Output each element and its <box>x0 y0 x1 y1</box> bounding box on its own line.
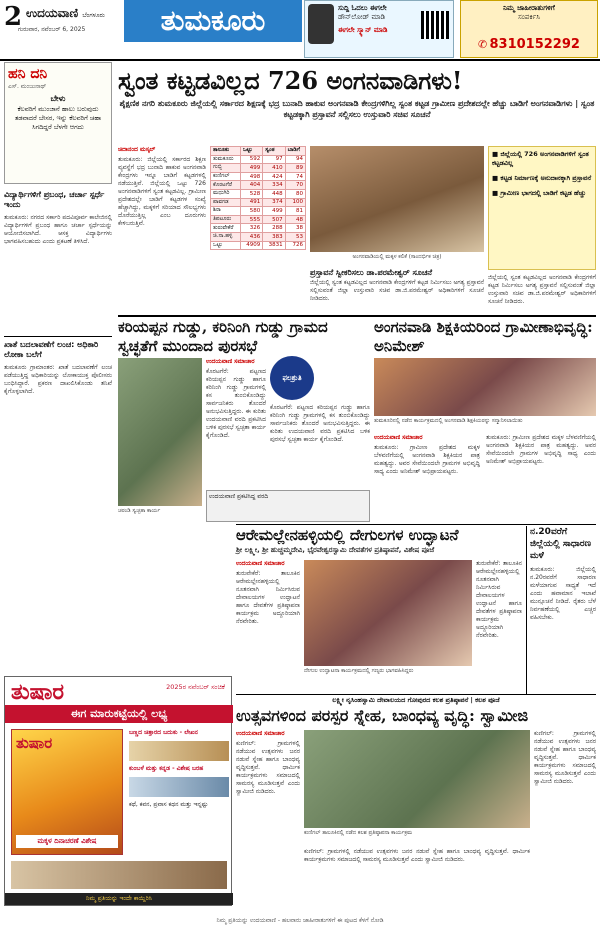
table-cell: ತಿಪಟೂರು <box>211 215 241 224</box>
tushar-item-1-image <box>129 741 229 761</box>
header-rule <box>0 59 600 61</box>
ad-contact-line2: ಸಂಪರ್ಕಿಸಿ <box>518 13 540 21</box>
highlight-item: ■ ಗ್ರಾಮೀಣ ಭಾಗದಲ್ಲಿ ಬಾಡಿಗೆ ಕಟ್ಟಡ ಹೆಚ್ಚು <box>492 189 586 197</box>
table-cell: ಗುಬ್ಬಿ <box>211 164 241 173</box>
honey-author: ಎಸ್. ಮಂಜುನಾಥ್ <box>8 83 47 90</box>
table-row <box>211 181 306 190</box>
tushar-contents <box>129 729 229 809</box>
story6-body: ಕುಣಿಗಲ್: ಗ್ರಾಮಗಳಲ್ಲಿ ನಡೆಯುವ ಉತ್ಸವಗಳು ಜನರ ನಡುವೆ ಸ್ನೇಹ ಹಾಗೂ ಬಾಂಧವ್ಯ ವೃದ್ಧಿಸುತ್ತವೆ. ಧಾರ್ಮಿಕ ಕಾರ್ಯಕ್ರಮಗಳು ಸಮಾಜದಲ್ಲಿ ಸಾಮರಸ್ಯ ಮೂಡಿಸುತ್ತವೆ ಎಂದು ಸ್ವಾಮೀಜಿ ನುಡಿದರು. <box>236 740 300 795</box>
date-line: ಗುರುವಾರ, ನವೆಂಬರ್ 6, 2025 <box>18 26 86 33</box>
ad-contact-line1: ನಿಮ್ಮ ಜಾಹೀರಾತುಗಳಿಗೆ <box>503 4 555 12</box>
tushar-ad[interactable] <box>4 676 232 906</box>
table-cell: 334 <box>263 181 285 190</box>
table-cell: 374 <box>263 198 285 207</box>
story3-photo-caption: ತುಮಕೂರಿನಲ್ಲಿ ನಡೆದ ಕಾರ್ಯಕ್ರಮದಲ್ಲಿ ಅಂಗನವಾಡಿ ಶಿಕ್ಷಕಿಯರನ್ನು ಸನ್ಮಾನಿಸಲಾಯಿತು <box>374 418 523 424</box>
edition: ಬೆಂಗಳೂರು <box>82 12 105 19</box>
ad-contact-phone: ✆ 8310152292 <box>478 37 580 52</box>
paper-name: ಉದಯವಾಣಿ <box>26 6 79 20</box>
tushar-footer: ನಿಮ್ಮ ಪ್ರತಿಯನ್ನು ಇಂದೇ ಕಾಯ್ದಿರಿಸಿ <box>5 893 233 905</box>
phone-handset-icon: ✆ <box>478 38 488 51</box>
page-number: 2 <box>4 2 23 32</box>
story3-photo <box>374 358 596 416</box>
table-cell: 288 <box>263 224 285 233</box>
ad-app-line2: ಡೌನ್‌ಲೋಡ್ ಮಾಡಿ <box>338 13 386 21</box>
story5-headline: ನ.20ವರೆಗೆ ಜಿಲ್ಲೆಯಲ್ಲಿ ಸಾಧಾರಣ ಮಳೆ <box>530 527 591 561</box>
story6-kicker: ಲಕ್ಷ್ಮೀ ನೃಸಿಂಹಸ್ವಾಮಿ ದೇವಾಲಯದ ಗೋಪುರದ ಕಲಶ ಪ್ರತಿಷ್ಠಾಪನೆ | ಕಲಶ ಪೂಜೆ <box>332 696 500 704</box>
story2-photo-caption: ಚರಂಡಿ ಸ್ವಚ್ಛತಾ ಕಾರ್ಯ <box>118 508 161 514</box>
story4-photo-caption: ದೇಗುಲ ಉದ್ಘಾಟನಾ ಕಾರ್ಯಕ್ರಮದಲ್ಲಿ ಗಣ್ಯರು ಭಾಗವಹಿಸಿದ್ದರು <box>304 668 414 674</box>
table-row <box>211 241 306 250</box>
ad-app-line1: ಸುದ್ದಿ ಓದಲು ಈಗಲೇ <box>338 4 387 12</box>
table-cell: 404 <box>240 181 262 190</box>
qr-code-icon <box>421 11 449 39</box>
story5 <box>526 526 596 694</box>
table-row <box>211 198 306 207</box>
table-header-cell: ಒಟ್ಟು <box>240 147 262 156</box>
table-cell: 726 <box>285 241 305 250</box>
story6-body-cont: ಕುಣಿಗಲ್: ಗ್ರಾಮಗಳಲ್ಲಿ ನಡೆಯುವ ಉತ್ಸವಗಳು ಜನರ ನಡುವೆ ಸ್ನೇಹ ಹಾಗೂ ಬಾಂಧವ್ಯ ವೃದ್ಧಿಸುತ್ತವೆ. ಧಾರ್ಮಿಕ ಕಾರ್ಯಕ್ರಮಗಳು ಸಮಾಜದಲ್ಲಿ ಸಾಮರಸ್ಯ ಮೂಡಿಸುತ್ತವೆ ಎಂದು ಸ್ವಾಮೀಜಿ ನುಡಿದರು. <box>304 848 530 863</box>
table-row <box>211 215 306 224</box>
story6-body-cont2: ಕುಣಿಗಲ್: ಗ್ರಾಮಗಳಲ್ಲಿ ನಡೆಯುವ ಉತ್ಸವಗಳು ಜನರ ನಡುವೆ ಸ್ನೇಹ ಹಾಗೂ ಬಾಂಧವ್ಯ ವೃದ್ಧಿಸುತ್ತವೆ. ಧಾರ್ಮಿಕ ಕಾರ್ಯಕ್ರಮಗಳು ಸಮಾಜದಲ್ಲಿ ಸಾಮರಸ್ಯ ಮೂಡಿಸುತ್ತವೆ ಎಂದು ಸ್ವಾಮೀಜಿ ನುಡಿದರು. <box>534 730 596 785</box>
table-cell: 74 <box>285 172 305 181</box>
table-cell: ಒಟ್ಟು <box>211 241 241 250</box>
table-cell: 592 <box>240 155 262 164</box>
tushar-cover-title: ತುಷಾರ <box>16 734 53 752</box>
impact-badge: ಫಲಶ್ರುತಿ <box>270 356 314 400</box>
table-header-cell: ಸ್ವಂತ <box>263 147 285 156</box>
table-cell: 580 <box>240 207 262 216</box>
tushar-bottom-image <box>11 861 227 889</box>
table-cell: 499 <box>263 207 285 216</box>
table-cell: 448 <box>263 189 285 198</box>
tushar-cover-subtitle: ಮಕ್ಕಳ ದಿನಾಚರಣೆ ವಿಶೇಷ <box>16 835 118 848</box>
table-cell: 436 <box>240 232 262 241</box>
table-cell: 97 <box>263 155 285 164</box>
table-cell: 499 <box>240 164 262 173</box>
tushar-item-2-image <box>129 777 229 797</box>
table-cell: 89 <box>285 164 305 173</box>
sub-story-text: ಜಿಲ್ಲೆಯಲ್ಲಿ ಸ್ವಂತ ಕಟ್ಟಡವಿಲ್ಲದ ಅಂಗನವಾಡಿ ಕೇಂದ್ರಗಳಿಗೆ ಕಟ್ಟಡ ನಿರ್ಮಿಸಲು ಅಗತ್ಯ ಪ್ರಸ್ತಾವನೆ ಸಲ್ಲಿಸುವಂತೆ ಜಿಲ್ಲಾ ಉಸ್ತುವಾರಿ ಸಚಿವ ಡಾ.ಜಿ.ಪರಮೇಶ್ವರ್ ಅಧಿಕಾರಿಗಳಿಗೆ ಸೂಚನೆ ನೀಡಿದರು. <box>310 279 484 302</box>
table-row <box>211 224 306 233</box>
honey-heading: ಬೇಳು <box>50 94 66 103</box>
table-cell: 38 <box>285 224 305 233</box>
table-cell: 81 <box>285 207 305 216</box>
table-cell: 424 <box>263 172 285 181</box>
story2-byline: ಉದಯವಾಣಿ ಸಮಾಚಾರ <box>206 358 255 365</box>
story4-byline: ಉದಯವಾಣಿ ಸಮಾಚಾರ <box>236 560 285 567</box>
table-cell: 94 <box>285 155 305 164</box>
table-row <box>211 207 306 216</box>
story3-byline: ಉದಯವಾಣಿ ಸಮಾಚಾರ <box>374 434 423 441</box>
table-cell: ತುಮಕೂರು <box>211 155 241 164</box>
lead-photo-caption: ಅಂಗನವಾಡಿಯಲ್ಲಿ ಮಕ್ಕಳ ಕಲಿಕೆ (ಸಾಂದರ್ಭಿಕ ಚಿತ್ರ) <box>352 254 442 260</box>
honey-column <box>4 62 112 184</box>
story4-body: ತುರುವೇಕೆರೆ: ತಾಲೂಕಿನ ಆರೇಮಲ್ಲೇನಹಳ್ಳಿಯಲ್ಲಿ ನೂತನವಾಗಿ ನಿರ್ಮಿಸಿರುವ ದೇವಾಲಯಗಳ ಉದ್ಘಾಟನೆ ಹಾಗೂ ದೇವತೆಗಳ ಪ್ರತಿಷ್ಠಾಪನಾ ಕಾರ್ಯಕ್ರಮ ಅದ್ದೂರಿಯಾಗಿ ನೆರವೇರಿತು. <box>236 570 300 625</box>
tushar-item-2: ಕುಂಬಳೆ ಮತ್ತು ಕನ್ನಡ - ವಿಶೇಷ ಬರಹ <box>129 765 204 772</box>
table-cell: ಪಾವಗಡ <box>211 198 241 207</box>
table-cell: 80 <box>285 189 305 198</box>
story2-body-cont: ಕೊರಟಗೆರೆ: ಪಟ್ಟಣದ ಕರಿಯಪ್ಪನ ಗುಡ್ಡು ಹಾಗೂ ಕರಿನಿಂಗಿ ಗುಡ್ಡು ಗ್ರಾಮಗಳಲ್ಲಿ ಕಸ ತುಂಬಿಕೊಂಡಿದ್ದು ಸಾರ್ವಜನಿಕರು ತೊಂದರೆ ಅನುಭವಿಸುತ್ತಿದ್ದರು. ಈ ಕುರಿತು ಉದಯವಾಣಿ ವರದಿ ಪ್ರಕಟಿಸಿದ ಬಳಿಕ ಪುರಸಭೆ ಸ್ವಚ್ಛತಾ ಕಾರ್ಯ ಕೈಗೊಂಡಿದೆ. <box>270 404 370 443</box>
table-cell: 326 <box>240 224 262 233</box>
highlights-box <box>488 146 596 270</box>
honey-logo: ಹನಿ ದನಿ <box>8 66 48 82</box>
story4-photo <box>304 560 472 666</box>
ad-app-download[interactable] <box>304 0 454 58</box>
tushar-item-3: ಕಥೆ, ಕವನ, ಪ್ರವಾಸ ಕಥನ ಮತ್ತು ಇನ್ನಷ್ಟು <box>129 801 209 808</box>
divider <box>236 524 596 525</box>
story6-byline: ಉದಯವಾಣಿ ಸಮಾಚಾರ <box>236 730 285 737</box>
story2-headline: ಕರಿಯಪ್ಪನ ಗುಡ್ಡು, ಕರಿನಿಂಗಿ ಗುಡ್ಡು ಗ್ರಾಮದ ಸ್ವಚ್ಛತೆಗೆ ಮುಂದಾದ ಪುರಸಭೆ <box>118 318 328 355</box>
table-row <box>211 189 306 198</box>
table-cell: 53 <box>285 232 305 241</box>
divider <box>4 336 112 337</box>
table-cell: 498 <box>240 172 262 181</box>
tushar-banner: ಈಗ ಮಾರುಕಟ್ಟೆಯಲ್ಲಿ ಲಭ್ಯ <box>5 705 233 723</box>
table-cell: 410 <box>263 164 285 173</box>
sub-story-text-cont: ಜಿಲ್ಲೆಯಲ್ಲಿ ಸ್ವಂತ ಕಟ್ಟಡವಿಲ್ಲದ ಅಂಗನವಾಡಿ ಕೇಂದ್ರಗಳಿಗೆ ಕಟ್ಟಡ ನಿರ್ಮಿಸಲು ಅಗತ್ಯ ಪ್ರಸ್ತಾವನೆ ಸಲ್ಲಿಸುವಂತೆ ಜಿಲ್ಲಾ ಉಸ್ತುವಾರಿ ಸಚಿವ ಡಾ.ಜಿ.ಪರಮೇಶ್ವರ್ ಅಧಿಕಾರಿಗಳಿಗೆ ಸೂಚನೆ ನೀಡಿದರು. <box>488 274 596 305</box>
story4-body-cont: ತುರುವೇಕೆರೆ: ತಾಲೂಕಿನ ಆರೇಮಲ್ಲೇನಹಳ್ಳಿಯಲ್ಲಿ ನೂತನವಾಗಿ ನಿರ್ಮಿಸಿರುವ ದೇವಾಲಯಗಳ ಉದ್ಘಾಟನೆ ಹಾಗೂ ದೇವತೆಗಳ ಪ್ರತಿಷ್ಠಾಪನಾ ಕಾರ್ಯಕ್ರಮ ಅದ್ದೂರಿಯಾಗಿ ನೆರವೇರಿತು. <box>476 560 522 639</box>
table-header-cell: ಬಾಡಿಗೆ <box>285 147 305 156</box>
table-cell: ಶಿರಾ <box>211 207 241 216</box>
brief1-title: ವಿದ್ಯಾರ್ಥಿಗಳಿಗೆ ಪ್ರಬಂಧ, ಚರ್ಚಾ ಸ್ಪರ್ಧೆ ಇಂದು <box>4 190 105 209</box>
lead-photo <box>310 146 484 252</box>
story3-body: ತುಮಕೂರು: ಗ್ರಾಮೀಣ ಪ್ರದೇಶದ ಮಕ್ಕಳ ಬೆಳವಣಿಗೆಯಲ್ಲಿ ಅಂಗನವಾಡಿ ಶಿಕ್ಷಕಿಯರ ಪಾತ್ರ ಮಹತ್ವದ್ದು. ಅವರ ಸೇವೆಯಿಂದಲೇ ಗ್ರಾಮಗಳ ಅಭಿವೃದ್ಧಿ ಸಾಧ್ಯ ಎಂದು ಅನಿಮೇಶ್ ಅಭಿಪ್ರಾಯಪಟ್ಟರು. <box>374 444 480 475</box>
section-title: ತುಮಕೂರು <box>124 0 302 42</box>
story5-body: ತುಮಕೂರು: ಜಿಲ್ಲೆಯಲ್ಲಿ ನ.20ರವರೆಗೆ ಸಾಧಾರಣ ಮಳೆಯಾಗುವ ಸಾಧ್ಯತೆ ಇದೆ ಎಂದು ಹವಾಮಾನ ಇಲಾಖೆ ಮುನ್ಸೂಚನೆ ನೀಡಿದೆ. ರೈತರು ಬೆಳೆ ನಿರ್ವಹಣೆಯಲ್ಲಿ ಎಚ್ಚರ ವಹಿಸಬೇಕು. <box>530 566 596 621</box>
table-cell: 491 <box>240 198 262 207</box>
story3-body-cont: ತುಮಕೂರು: ಗ್ರಾಮೀಣ ಪ್ರದೇಶದ ಮಕ್ಕಳ ಬೆಳವಣಿಗೆಯಲ್ಲಿ ಅಂಗನವಾಡಿ ಶಿಕ್ಷಕಿಯರ ಪಾತ್ರ ಮಹತ್ವದ್ದು. ಅವರ ಸೇವೆಯಿಂದಲೇ ಗ್ರಾಮಗಳ ಅಭಿವೃದ್ಧಿ ಸಾಧ್ಯ ಎಂದು ಅನಿಮೇಶ್ ಅಭಿಪ್ರಾಯಪಟ್ಟರು. <box>486 434 596 465</box>
table-cell: ಕುಣಿಗಲ್ <box>211 172 241 181</box>
table-cell: ತುರುವೇಕೆರೆ <box>211 224 241 233</box>
table-cell: 70 <box>285 181 305 190</box>
table-header-row <box>211 147 306 156</box>
masthead-paper-name <box>26 6 105 21</box>
lead-byline: ಚಿದಾನಂದ ಮಸ್ಕಲ್ <box>118 146 156 153</box>
table-cell: ಕೊರಟಗೆರೆ <box>211 181 241 190</box>
tushar-item-1: ಬಣ್ಣದ ಚಿತ್ತಾರದ ಬದುಕು - ಲೇಖನ <box>129 729 198 736</box>
brief1-text: ತುಮಕೂರು: ನಗರದ ಸರ್ಕಾರಿ ಪದವಿಪೂರ್ವ ಕಾಲೇಜಿನಲ್ಲಿ ವಿದ್ಯಾರ್ಥಿಗಳಿಗೆ ಪ್ರಬಂಧ ಹಾಗೂ ಚರ್ಚಾ ಸ್ಪರ್ಧೆಯನ್ನು ಆಯೋಜಿಸಲಾಗಿದೆ. ಆಸಕ್ತ ವಿದ್ಯಾರ್ಥಿಗಳು ಭಾಗವಹಿಸಬಹುದು ಎಂದು ಪ್ರಕಟಣೆ ತಿಳಿಸಿದೆ. <box>4 214 112 245</box>
table-cell: 383 <box>263 232 285 241</box>
brief2-text: ತುಮಕೂರು ಗ್ರಾಮಾಂತರ: ಖಾತೆ ಬದಲಾವಣೆಗೆ ಲಂಚ ಪಡೆಯುತ್ತಿದ್ದ ಅಧಿಕಾರಿಯನ್ನು ಲೋಕಾಯುಕ್ತ ಪೊಲೀಸರು ಬಂಧಿಸಿದ್ದಾರೆ. ಪ್ರಕರಣ ದಾಖಲಿಸಿಕೊಂಡು ತನಿಖೆ ಕೈಗೊಳ್ಳಲಾಗಿದೆ. <box>4 364 112 395</box>
table-cell: 4909 <box>240 241 262 250</box>
tushar-brand: ತುಷಾರ <box>11 679 65 705</box>
table-cell: 48 <box>285 215 305 224</box>
lead-body: ತುಮಕೂರು: ಜಿಲ್ಲೆಯಲ್ಲಿ ಸರ್ಕಾರದ ಶಿಕ್ಷಣ ವ್ಯವಸ್ಥೆಗೆ ಭದ್ರ ಬುನಾದಿ ಹಾಕುವ ಅಂಗನವಾಡಿ ಕೇಂದ್ರಗಳು ಇನ್ನೂ ಬಾಡಿಗೆ ಕಟ್ಟಡಗಳಲ್ಲಿ ನಡೆಯುತ್ತಿವೆ. ಜಿಲ್ಲೆಯಲ್ಲಿ ಒಟ್ಟು 726 ಅಂಗನವಾಡಿಗಳಿಗೆ ಸ್ವಂತ ಕಟ್ಟಡವಿಲ್ಲ. ಗ್ರಾಮೀಣ ಪ್ರದೇಶದಲ್ಲೇ ಬಾಡಿಗೆ ಕಟ್ಟಡಗಳ ಸಂಖ್ಯೆ ಹೆಚ್ಚಾಗಿದ್ದು, ಮಕ್ಕಳಿಗೆ ಸರಿಯಾದ ಸೌಲಭ್ಯಗಳು ದೊರೆಯುತ್ತಿಲ್ಲ ಎಂಬ ದೂರುಗಳು ಕೇಳಿಬರುತ್ತಿವೆ. <box>118 156 206 227</box>
story4-subheadline: ಶ್ರೀ ಲಕ್ಷ್ಮೀ, ಶ್ರೀ ಹುಚ್ಚಮ್ಮದೇವಿ, ಭೈರವೇಶ್ವರಸ್ವಾಮಿ ದೇವತೆಗಳ ಪ್ರತಿಷ್ಠಾಪನೆ, ವಿಶೇಷ ಪೂಜೆ <box>236 546 435 554</box>
story2-body: ಕೊರಟಗೆರೆ: ಪಟ್ಟಣದ ಕರಿಯಪ್ಪನ ಗುಡ್ಡು ಹಾಗೂ ಕರಿನಿಂಗಿ ಗುಡ್ಡು ಗ್ರಾಮಗಳಲ್ಲಿ ಕಸ ತುಂಬಿಕೊಂಡಿದ್ದು ಸಾರ್ವಜನಿಕರು ತೊಂದರೆ ಅನುಭವಿಸುತ್ತಿದ್ದರು. ಈ ಕುರಿತು ಉದಯವಾಣಿ ವರದಿ ಪ್ರಕಟಿಸಿದ ಬಳಿಕ ಪುರಸಭೆ ಸ್ವಚ್ಛತಾ ಕಾರ್ಯ ಕೈಗೊಂಡಿದೆ. <box>206 368 266 439</box>
table-row <box>211 155 306 164</box>
table-cell: ಚಿ.ನಾ.ಹಳ್ಳಿ <box>211 232 241 241</box>
sub-story-title: ಪ್ರಸ್ತಾವನೆ ಸ್ವೀಕರಿಸಲು ಡಾ.ಪರಮೇಶ್ವರ್ ಸೂಚನೆ <box>310 268 433 277</box>
story6-photo-caption: ಕುಣಿಗಲ್ ತಾಲೂಕಿನಲ್ಲಿ ನಡೆದ ಕಲಶ ಪ್ರತಿಷ್ಠಾಪನಾ ಕಾರ್ಯಕ್ರಮ <box>304 830 413 836</box>
table-header-cell: ತಾಲೂಕು <box>211 147 241 156</box>
clip-caption: ಉದಯವಾಣಿ ಪ್ರಕಟಿಸಿದ್ದ ವರದಿ <box>209 493 269 500</box>
story2-photo <box>118 358 202 506</box>
brief2-title: ಖಾತೆ ಬದಲಾವಣೆಗೆ ಲಂಚ: ಅಧಿಕಾರಿ ಲೋಕಾ ಬಲೆಗೆ <box>4 340 99 359</box>
phone-icon <box>308 4 334 44</box>
story2-clipping <box>206 490 370 522</box>
table-cell: ಮಧುಗಿರಿ <box>211 189 241 198</box>
table-row <box>211 164 306 173</box>
taluk-table <box>210 146 306 250</box>
divider <box>236 694 596 695</box>
table-cell: 100 <box>285 198 305 207</box>
table-cell: 3831 <box>263 241 285 250</box>
table-row <box>211 232 306 241</box>
highlight-item: ■ ಕಟ್ಟಡ ನಿರ್ಮಾಣಕ್ಕೆ ಅನುದಾನಕ್ಕಾಗಿ ಪ್ರಸ್ತಾವನೆ <box>492 174 592 182</box>
story6-photo <box>304 730 530 828</box>
tushar-issue: 2025ರ ನವೆಂಬರ್ ಸಂಚಿಕೆ <box>166 683 225 691</box>
highlight-item: ■ ಜಿಲ್ಲೆಯಲ್ಲಿ 726 ಅಂಗನವಾಡಿಗಳಿಗೆ ಸ್ವಂತ ಕಟ್ಟಡವಿಲ್ಲ <box>492 150 589 167</box>
divider <box>118 315 596 317</box>
lead-subheadline: ಶೈಕ್ಷಣಿಕ ನಗರಿ ತುಮಕೂರು ಜಿಲ್ಲೆಯಲ್ಲಿ ಸರ್ಕಾರದ ಶಿಕ್ಷಣಕ್ಕೆ ಭದ್ರ ಬುನಾದಿ ಹಾಕುವ ಅಂಗನವಾಡಿ ಕೇಂದ್ರಗಳಿಗಿಲ್ಲ ಸ್ವಂತ ಕಟ್ಟಡ ಗ್ರಾಮೀಣ ಪ್ರದೇಶದಲ್ಲೇ ಹೆಚ್ಚು ಬಾಡಿಗೆ ಅಂಗನವಾಡಿಗಳು | ಸ್ವಂತ ಕಟ್ಟಡಕ್ಕಾಗಿ ಪ್ರಸ್ತಾವನೆ ಸಲ್ಲಿಸಲು ಉಸ್ತುವಾರಿ ಸಚಿವ ಸೂಚನೆ <box>119 99 595 119</box>
honey-body: ಕೆಲವರಿಗೆ ಮುಂಜಾನೆ ಹಾಲು ಬರುವುದು ತಡವಾದರೆ ಬೇಸರ, ಇನ್ನು ಕೆಲವರಿಗೆ ಚಹಾ ಸಿಗದಿದ್ದರೆ ಬೆಳಗೇ ಆಗದು <box>14 105 102 131</box>
ad-contact[interactable] <box>460 0 598 58</box>
table-cell: 555 <box>240 215 262 224</box>
lead-headline: ಸ್ವಂತ ಕಟ್ಟಡವಿಲ್ಲದ 726 ಅಂಗನವಾಡಿಗಳು! <box>118 66 463 95</box>
story4-headline: ಆರೇಮಲ್ಲೇನಹಳ್ಳಿಯಲ್ಲಿ ದೇಗುಲಗಳ ಉದ್ಘಾಟನೆ <box>236 526 459 544</box>
page-footer: ನಿಮ್ಮ ಪ್ರತಿಯನ್ನು ಉದಯವಾಣಿ - ಹಲವಾರು ಜಾಹೀರಾತುಗಳಿಗೆ ಈ ಪುಟದ ಕೆಳಗೆ ನೋಡಿ <box>216 917 384 924</box>
story3-headline: ಅಂಗನವಾಡಿ ಶಿಕ್ಷಕಿಯರಿಂದ ಗ್ರಾಮೀಣಾಭಿವೃದ್ಧಿ: ಅನಿಮೇಶ್ <box>374 318 593 355</box>
story6-headline: ಉತ್ಸವಗಳಿಂದ ಪರಸ್ಪರ ಸ್ನೇಹ, ಬಾಂಧವ್ಯ ವೃದ್ಧಿ: ಸ್ವಾಮೀಜಿ <box>236 706 529 725</box>
table-cell: 507 <box>263 215 285 224</box>
table-cell: 528 <box>240 189 262 198</box>
table-row <box>211 172 306 181</box>
ad-app-cta: ಈಗಲೇ ಸ್ಕ್ಯಾನ್ ಮಾಡಿ <box>338 26 388 34</box>
tushar-cover-image <box>11 729 123 855</box>
